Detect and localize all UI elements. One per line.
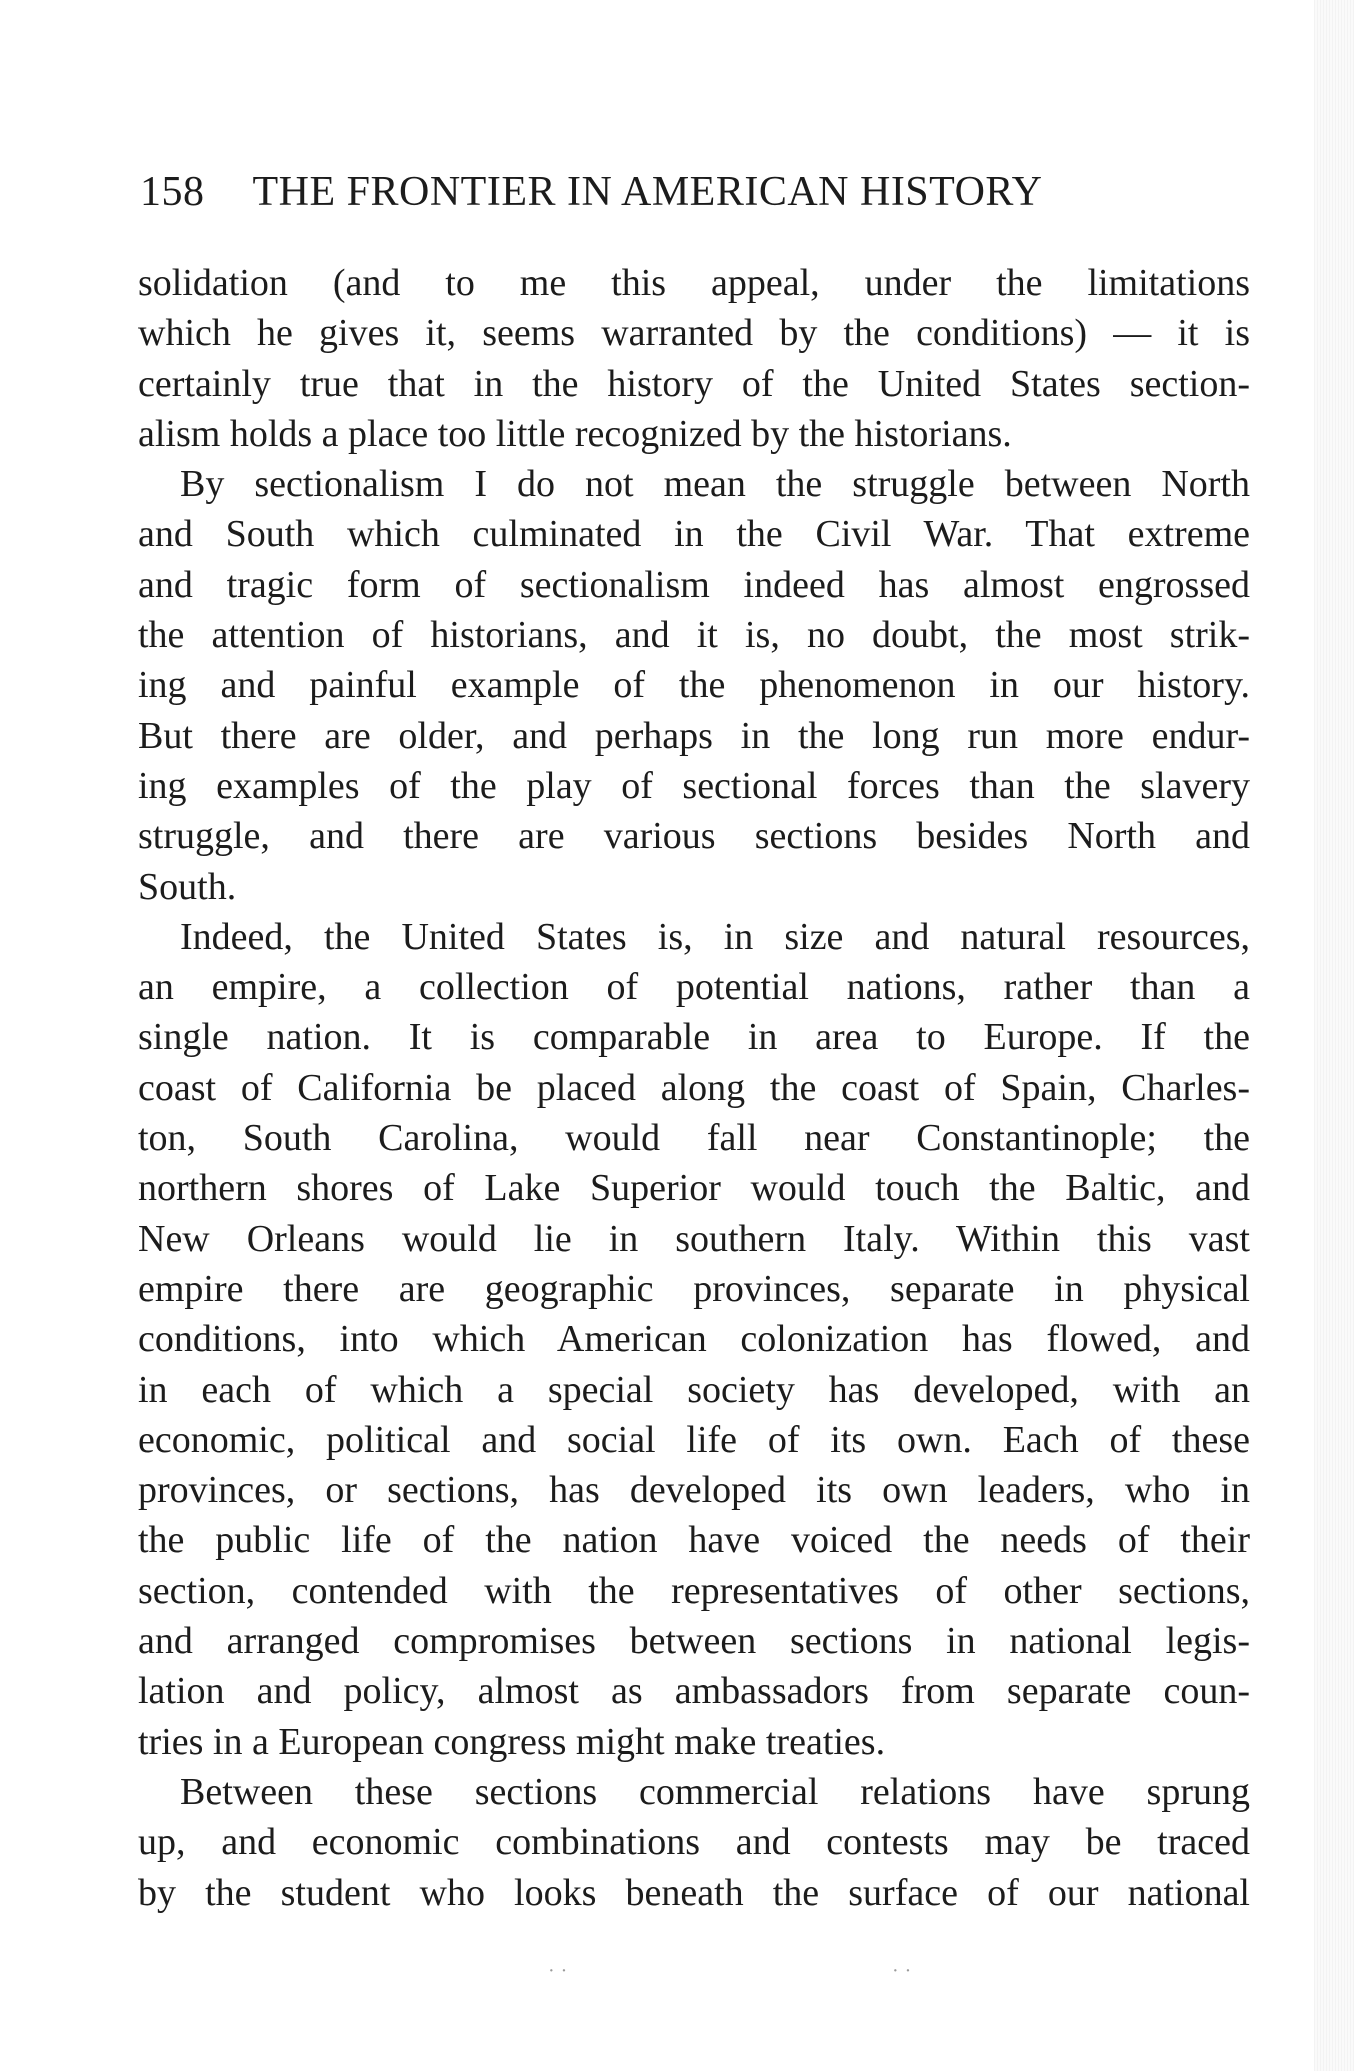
text-line: conditions, into which American colonization has flowed, and — [138, 1318, 1250, 1361]
text-line: and South which culminated in the Civil War. That extreme — [138, 513, 1250, 556]
running-header — [140, 168, 1042, 216]
text-line: the attention of historians, and it is, no doubt, the most strik- — [138, 614, 1250, 657]
body-text — [138, 258, 1250, 1918]
paragraph — [138, 912, 1250, 1767]
text-line: by the student who looks beneath the surface of our national — [138, 1871, 1250, 1914]
scan-speck: ·· — [548, 1960, 574, 1982]
text-line: up, and economic combinations and contests may be traced — [138, 1821, 1250, 1864]
text-line: northern shores of Lake Superior would touch the Baltic, and — [138, 1167, 1250, 1210]
text-line: section, contended with the representatives of other sections, — [138, 1569, 1250, 1612]
text-line: South. — [138, 865, 237, 908]
text-line: lation and policy, almost as ambassadors from separate coun- — [138, 1670, 1250, 1713]
text-line: alism holds a place too little recognized by the historians. — [138, 412, 1012, 455]
text-line: in each of which a special society has developed, with an — [138, 1368, 1250, 1411]
text-line: an empire, a collection of potential nations, rather than a — [138, 966, 1250, 1009]
page-number: 158 — [140, 169, 205, 215]
text-line: ing and painful example of the phenomenon in our history. — [138, 664, 1250, 707]
paragraph — [138, 258, 1250, 459]
scan-speck: ·· — [892, 1960, 918, 1982]
text-line: empire there are geographic provinces, separate in physical — [138, 1267, 1250, 1310]
text-line: By sectionalism I do not mean the struggle between North — [180, 463, 1250, 506]
text-line: But there are older, and perhaps in the long run more endur- — [138, 714, 1250, 757]
paragraph — [138, 459, 1250, 912]
running-title: THE FRONTIER IN AMERICAN HISTORY — [252, 169, 1043, 215]
text-line: ing examples of the play of sectional forces than the slavery — [138, 764, 1250, 807]
text-line: ton, South Carolina, would fall near Constantinople; the — [138, 1117, 1250, 1160]
text-line: provinces, or sections, has developed its own leaders, who in — [138, 1469, 1250, 1512]
text-line: coast of California be placed along the coast of Spain, Charles- — [138, 1066, 1250, 1109]
text-line: the public life of the nation have voiced the needs of their — [138, 1519, 1250, 1562]
paragraph — [138, 1767, 1250, 1918]
text-line: and tragic form of sectionalism indeed has almost engrossed — [138, 563, 1250, 606]
text-line: which he gives it, seems warranted by the conditions) — it is — [138, 312, 1250, 355]
text-line: New Orleans would lie in southern Italy. Within this vast — [138, 1217, 1250, 1260]
text-line: tries in a European congress might make treaties. — [138, 1720, 886, 1763]
scan-edge-shading — [1314, 0, 1354, 2071]
text-line: solidation (and to me this appeal, under the limitations — [138, 262, 1250, 304]
text-line: economic, political and social life of its own. Each of these — [138, 1418, 1250, 1461]
text-line: single nation. It is comparable in area to Europe. If the — [138, 1016, 1250, 1059]
text-line: struggle, and there are various sections besides North and — [138, 815, 1250, 858]
text-line: Between these sections commercial relations have sprung — [180, 1770, 1250, 1813]
text-line: Indeed, the United States is, in size and natural resources, — [180, 915, 1250, 958]
text-line: and arranged compromises between sections in national legis- — [138, 1620, 1250, 1663]
text-line: certainly true that in the history of the United States section- — [138, 362, 1250, 405]
